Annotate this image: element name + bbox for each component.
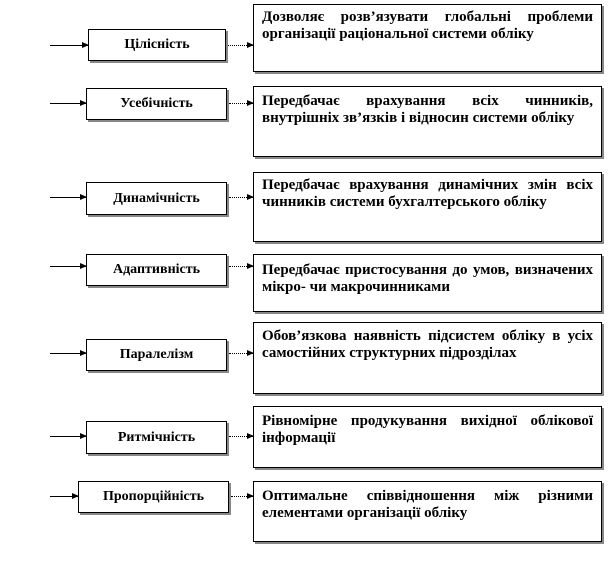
- principle-box-2: [86, 88, 227, 120]
- description-text-4: Передбачає пристосування до умов, визначених мікро- чи макрочинниками: [262, 262, 593, 295]
- description-box-2: [253, 86, 602, 157]
- description-text-6: Рівномірне продукування вихідної облікової інформації: [262, 413, 593, 446]
- input-arrow-2: [50, 103, 86, 104]
- link-arrow-7: [231, 496, 253, 497]
- principle-box-5: [86, 339, 227, 371]
- link-arrow-1: [228, 45, 253, 46]
- description-box-4: [253, 254, 602, 312]
- principle-box-3: [86, 182, 227, 215]
- description-text-5: Обов’язкова наявність підсистем обліку в усіх самостійних структурних підрозділах: [262, 328, 593, 361]
- description-box-6: [253, 406, 602, 468]
- description-box-7: [253, 481, 602, 542]
- input-arrow-5: [50, 353, 86, 354]
- input-arrow-6: [50, 436, 86, 437]
- description-box-3: [253, 172, 602, 242]
- link-arrow-6: [229, 436, 253, 437]
- principle-box-1: [88, 29, 226, 61]
- principle-label-5: Паралелізм: [119, 347, 194, 362]
- principle-box-4: [86, 254, 227, 286]
- principle-box-6: [86, 421, 227, 454]
- description-text-7: Оптимальне співвідношення між різними елементами організації обліку: [262, 488, 593, 521]
- principle-label-4: Адаптивність: [112, 262, 201, 277]
- input-arrow-7: [50, 496, 78, 497]
- input-arrow-1: [50, 45, 88, 46]
- principle-label-7: Пропорційність: [102, 489, 204, 504]
- description-text-2: Передбачає врахування всіх чинників, внутрішніх зв’язків і відносин системи обліку: [262, 93, 593, 126]
- link-arrow-2: [229, 103, 253, 104]
- input-arrow-4: [50, 266, 86, 267]
- principle-label-3: Динамічність: [113, 190, 200, 206]
- link-arrow-3: [229, 197, 253, 198]
- principle-label-1: Цілісність: [124, 37, 190, 52]
- description-text-3: Передбачає врахування динамічних змін всіх чинників системи бухгалтерського обліку: [262, 177, 593, 210]
- description-box-5: [253, 322, 602, 394]
- input-arrow-3: [50, 197, 86, 198]
- principle-label-2: Усебічність: [120, 96, 193, 111]
- principle-label-6: Ритмічність: [117, 429, 196, 445]
- link-arrow-5: [229, 353, 253, 354]
- link-arrow-4: [229, 266, 253, 267]
- description-text-1: Дозволяє розв’язувати глобальні проблеми організації раціональної системи обліку: [262, 9, 593, 42]
- description-box-1: [253, 4, 602, 72]
- principle-box-7: [78, 481, 229, 513]
